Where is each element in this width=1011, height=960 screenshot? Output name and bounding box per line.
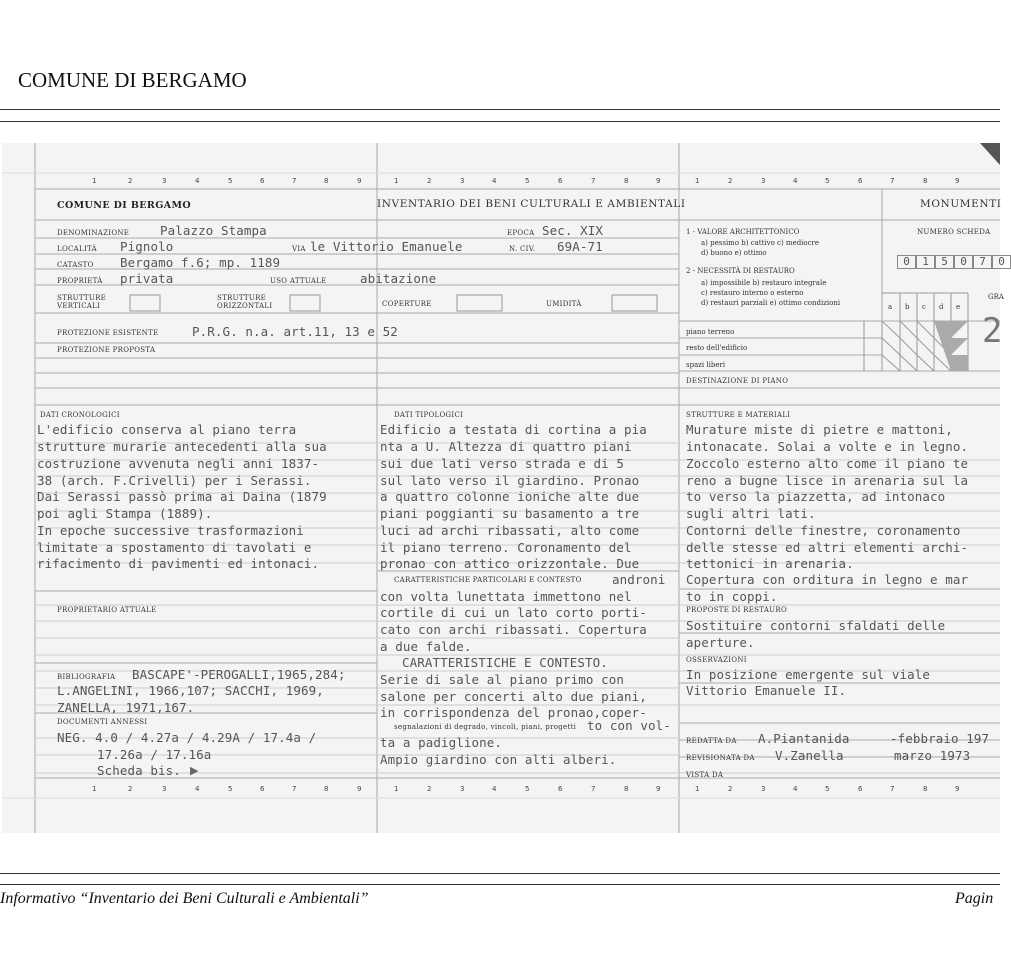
label-dati-tipologici: DATI TIPOLOGICI	[394, 411, 464, 419]
inventory-card: 1 2 3 4 5 6 7 8 9 1 2 3 4 5 6 7 8 9 1 2 3 4 5 6 7 8 9 1 2 3 4 5 6 7 8 9 1 2 3 4 5 6 7 8 9 1 2 3 4 5 6 7 8 9 COMUNE DI BERGAMO INVENTARIO DEI BENI CULTURALI E AMBIENTALI MONUMENTI DENOMINAZIONE Palazzo Stampa EPOCA Sec. XIX LOCALITÀ Pignolo VIA le Vittorio Emanuele N. CIV. 69A-71 CATASTO Bergamo f.6; mp. 1189 PROPRIETÀ privata USO ATTUALE abitazione STRUTTURE VERTICALI STRUTTURE ORIZZONTALI COPERTURE UMIDITÀ PROTEZIONE ESISTENTE P.R.G. n.a. art.11, 13 e 52 PROTEZIONE PROPOSTA 1 - VALORE ARCHITETTONICO a) pessimo b) cattivo c) mediocre d) buono e) ottimo 2 - NECESSITÀ DI RESTAURO a) impossibile b) restauro integrale c) restauro interno o esterno d) restauri parziali e) ottimo condizioni NUMERO SCHEDA 0 1 5 0 7 0 a b c d e GRA 2 piano terreno resto dell'edificio spazi liberi DESTINAZIONE DI PIANO DATI CRONOLOGICI L'edificio conserva al piano terra strutture murarie antecedenti alla sua costruzione avvenuta negli anni 1837- 38 (arch. F.Crivelli) per i Serassi. Dai Serassi passò prima ai Daina (1879 poi agli Stampa (1889). In epoche successive trasformazioni limitate a spostamento di tavolati e rifacimento di pavimenti ed intonaci. PROPRIETARIO ATTUALE BIBLIOGRAFIA BASCAPE'-PEROGALLI,1965,284; L.ANGELINI, 1966,107; SACCHI, 1969, ZANELLA, 1971,167. DOCUMENTI ANNESSI NEG. 4.0 / 4.27a / 4.29A / 17.4a / 17.26a / 17.16a Scheda bis. ▶ DATI TIPOLOGICI Edificio a testata di cortina a pia nta a U. Altezza di quattro piani sui due lati verso strada e di 5 sul lato verso il giardino. Pronao a quattro colonne ioniche alte due piani poggianti su basamento a tre luci ad archi ribassati, alto come il piano terreno. Coronamento del pronao con attico orizzontale. Due CARATTERISTICHE PARTICOLARI E CONTESTO androni con volta lunettata immettono nel cortile di cui un lato corto porti- cato con archi ribassati. Copertura a due falde. CARATTERISTICHE E CONTESTO. Serie di sale al piano primo con salone per concerti alto due piani, in corrispondenza del pronao,coper- segnalazioni di degrado, vincoli, piani, progetti to con vol- ta a padiglione. Ampio giardino con alti alberi. STRUTTURE E MATERIALI Murature miste di pietre e mattoni, intonacate. Solai a volte e in legno. Zoccolo esterno alto come il piano te reno a bugne lisce in arenaria sul la to verso la piazzetta, ad intonaco sugli altri lati. Contorni delle finestre, coronamento delle stesse ed altri elementi archi- tettonici in arenaria. Copertura con orditura in legno e mar to in coppi. PROPOSTE DI RESTAURO Sostituire contorni sfaldati delle aperture. OSSERVAZIONI In posizione emergente sul viale Vittorio Emanuele II. REDATTA DA A.Piantanida -febbraio 197 REVISIONATA DA V.Zanella marzo 1973 VISTA DA	[2, 143, 1000, 833]
label-umidita: UMIDITÀ	[546, 300, 582, 308]
label-proposte: PROPOSTE DI RESTAURO	[686, 606, 787, 614]
restauro-opts-1: a) impossibile b) restauro integrale	[701, 279, 827, 287]
valore-opts-1: a) pessimo b) cattivo c) mediocre	[701, 239, 820, 247]
label-strutture-verticali: STRUTTURE	[57, 294, 107, 302]
label-documenti: DOCUMENTI ANNESSI	[57, 718, 148, 726]
label-strutture-orizzontali-2: ORIZZONTALI	[217, 302, 273, 310]
value-catasto: Bergamo f.6; mp. 1189	[120, 255, 281, 270]
label-coperture: COPERTURE	[382, 300, 432, 308]
caratteristiche-heading: CARATTERISTICHE E CONTESTO.	[402, 655, 608, 670]
label-via: VIA	[292, 245, 306, 253]
label-denominazione: DENOMINAZIONE	[57, 229, 130, 237]
footer-document-title: Informativo “Inventario dei Beni Culturali e Ambientali”	[0, 890, 369, 907]
label-piano-terreno: piano terreno	[686, 328, 735, 336]
header-rule-top	[0, 109, 1000, 110]
value-localita: Pignolo	[120, 239, 174, 254]
restauro-title: 2 - NECESSITÀ DI RESTAURO	[686, 267, 795, 275]
value-revisionata-name: V.Zanella	[775, 748, 844, 763]
label-protezione-esistente: PROTEZIONE ESISTENTE	[57, 329, 159, 337]
restauro-opts-3: d) restauri parziali e) ottimo condizioni	[701, 299, 841, 307]
label-localita: LOCALITÀ	[57, 245, 97, 253]
label-strutture-materiali: STRUTTURE E MATERIALI	[686, 411, 791, 419]
value-overlap-cont: to con vol-	[587, 718, 671, 733]
card-inventario-title: INVENTARIO DEI BENI CULTURALI E AMBIENTALI	[377, 198, 686, 210]
value-via: le Vittorio Emanuele	[310, 239, 463, 254]
label-vista: VISTA DA	[686, 771, 724, 779]
value-grado: 2	[982, 311, 1003, 351]
restauro-opts-2: c) restauro interno o esterno	[701, 289, 804, 297]
label-redatta: REDATTA DA	[686, 737, 737, 745]
label-strutture-verticali-2: VERTICALI	[57, 302, 101, 310]
card-category: MONUMENTI	[920, 198, 1002, 210]
label-nciv: N. CIV.	[509, 245, 536, 253]
label-dati-cronologici: DATI CRONOLOGICI	[40, 411, 120, 419]
label-numero-scheda: NUMERO SCHEDA	[917, 228, 991, 236]
label-bibliografia: BIBLIOGRAFIA	[57, 673, 116, 681]
value-revisionata-date: marzo 1973	[894, 748, 971, 763]
label-osservazioni: OSSERVAZIONI	[686, 656, 747, 664]
page-header-title: COMUNE DI BERGAMO	[18, 68, 247, 92]
value-protezione-esistente: P.R.G. n.a. art.11, 13 e 52	[192, 324, 398, 339]
label-resto-edificio: resto dell'edificio	[686, 344, 748, 352]
footer-rule-top	[0, 873, 1000, 874]
label-uso: USO ATTUALE	[270, 277, 327, 285]
label-strutture-orizzontali: STRUTTURE	[217, 294, 267, 302]
footer-page-label: Pagin	[955, 890, 994, 907]
value-redatta-date: -febbraio 197	[890, 731, 990, 746]
header-rule-bottom	[0, 121, 1000, 122]
valore-title: 1 - VALORE ARCHITETTONICO	[686, 228, 800, 236]
valore-opts-2: d) buono e) ottimo	[701, 249, 767, 257]
value-uso: abitazione	[360, 271, 437, 286]
label-epoca: EPOCA	[507, 229, 535, 237]
label-catasto: CATASTO	[57, 261, 94, 269]
label-spazi-liberi: spazi liberi	[686, 361, 726, 369]
label-grado: GRA	[988, 293, 1004, 301]
label-segnalazioni: segnalazioni di degrado, vincoli, piani, progetti	[394, 723, 577, 731]
value-proprieta: privata	[120, 271, 174, 286]
label-destinazione: DESTINAZIONE DI PIANO	[686, 377, 789, 385]
label-protezione-proposta: PROTEZIONE PROPOSTA	[57, 346, 156, 354]
label-caratteristiche-particolari: CARATTERISTICHE PARTICOLARI E CONTESTO	[394, 576, 582, 584]
label-revisionata: REVISIONATA DA	[686, 754, 755, 762]
value-denominazione: Palazzo Stampa	[160, 223, 267, 238]
label-proprietario: PROPRIETARIO ATTUALE	[57, 606, 157, 614]
value-androni: androni	[612, 572, 666, 587]
footer-rule-bottom	[0, 884, 1000, 885]
value-epoca: Sec. XIX	[542, 223, 604, 238]
card-comune: COMUNE DI BERGAMO	[57, 200, 192, 211]
value-nciv: 69A-71	[557, 239, 603, 254]
value-redatta-name: A.Piantanida	[758, 731, 850, 746]
label-proprieta: PROPRIETÀ	[57, 277, 103, 285]
arrow-right-icon: ▶	[190, 764, 199, 777]
